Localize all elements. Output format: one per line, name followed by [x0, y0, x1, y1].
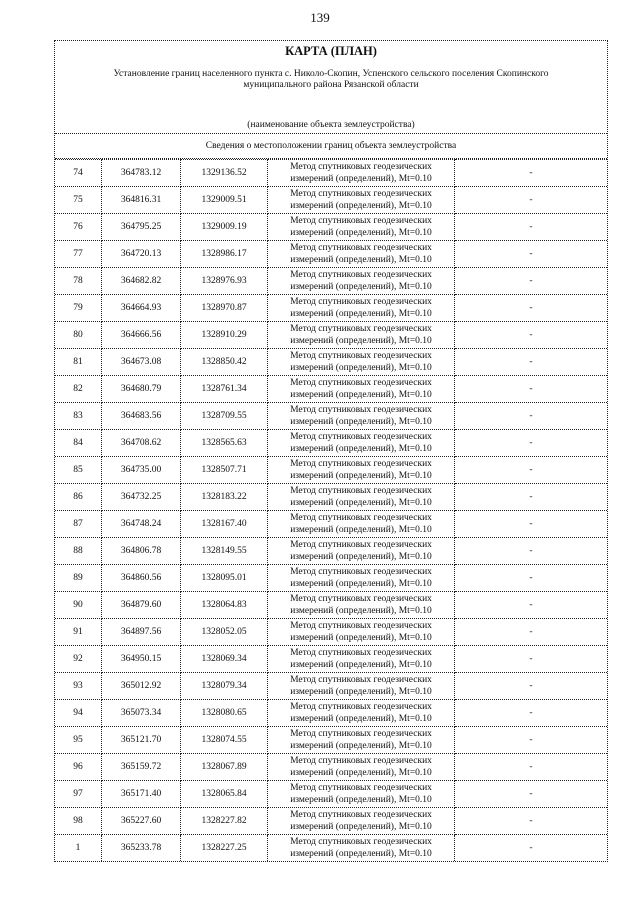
method-description	[268, 295, 455, 322]
method-line-2: измерений (определений), Mt=0.10	[290, 228, 432, 238]
coordinate-x: 364897.56	[102, 619, 181, 646]
coordinate-y: 1328079.34	[181, 673, 268, 700]
method-line-1: Метод спутниковых геодезических	[290, 783, 432, 793]
point-description: -	[455, 835, 608, 862]
method-description	[268, 808, 455, 835]
point-description: -	[455, 781, 608, 808]
coordinates-table	[55, 159, 607, 861]
table-row	[55, 241, 607, 268]
method-line-1: Метод спутниковых геодезических	[290, 540, 432, 550]
coordinate-y: 1328183.22	[181, 484, 268, 511]
point-number: 98	[55, 808, 102, 835]
table-row	[55, 700, 607, 727]
coordinate-y: 1328064.83	[181, 592, 268, 619]
coordinate-x: 364680.79	[102, 376, 181, 403]
point-number: 77	[55, 241, 102, 268]
coordinate-x: 364860.56	[102, 565, 181, 592]
method-line-1: Метод спутниковых геодезических	[290, 351, 432, 361]
point-number: 83	[55, 403, 102, 430]
point-number: 85	[55, 457, 102, 484]
method-line-2: измерений (определений), Mt=0.10	[290, 660, 432, 670]
method-line-2: измерений (определений), Mt=0.10	[290, 795, 432, 805]
method-line-2: измерений (определений), Mt=0.10	[290, 417, 432, 427]
point-number: 78	[55, 268, 102, 295]
coordinate-x: 364950.15	[102, 646, 181, 673]
point-description: -	[455, 808, 608, 835]
point-description: -	[455, 403, 608, 430]
point-description: -	[455, 754, 608, 781]
method-line-1: Метод спутниковых геодезических	[290, 594, 432, 604]
point-description: -	[455, 727, 608, 754]
method-line-1: Метод спутниковых геодезических	[290, 621, 432, 631]
table-row	[55, 349, 607, 376]
coordinate-y: 1328507.71	[181, 457, 268, 484]
method-line-2: измерений (определений), Mt=0.10	[290, 849, 432, 859]
coordinate-y: 1329136.52	[181, 160, 268, 187]
table-row	[55, 808, 607, 835]
method-description	[268, 376, 455, 403]
coordinate-x: 365121.70	[102, 727, 181, 754]
point-description: -	[455, 241, 608, 268]
point-description: -	[455, 619, 608, 646]
method-line-2: измерений (определений), Mt=0.10	[290, 363, 432, 373]
point-number: 89	[55, 565, 102, 592]
coordinate-y: 1328761.34	[181, 376, 268, 403]
method-line-2: измерений (определений), Mt=0.10	[290, 822, 432, 832]
point-number: 76	[55, 214, 102, 241]
point-number: 1	[55, 835, 102, 862]
method-description	[268, 430, 455, 457]
coordinate-x: 364664.93	[102, 295, 181, 322]
page-number: 139	[310, 10, 330, 25]
point-number: 87	[55, 511, 102, 538]
point-number: 75	[55, 187, 102, 214]
coordinates-table-body	[55, 160, 607, 862]
coordinate-x: 364682.82	[102, 268, 181, 295]
coordinate-y: 1328095.01	[181, 565, 268, 592]
method-description	[268, 565, 455, 592]
method-line-2: измерений (определений), Mt=0.10	[290, 525, 432, 535]
table-row	[55, 835, 607, 862]
coordinate-y: 1328067.89	[181, 754, 268, 781]
coordinate-y: 1329009.51	[181, 187, 268, 214]
table-row	[55, 619, 607, 646]
coordinate-x: 365171.40	[102, 781, 181, 808]
table-row	[55, 673, 607, 700]
method-description	[268, 673, 455, 700]
point-number: 84	[55, 430, 102, 457]
method-description	[268, 403, 455, 430]
table-row	[55, 511, 607, 538]
coordinate-y: 1328167.40	[181, 511, 268, 538]
coordinate-x: 364783.12	[102, 160, 181, 187]
coordinate-y: 1328976.93	[181, 268, 268, 295]
table-row	[55, 187, 607, 214]
point-description: -	[455, 592, 608, 619]
header-block	[55, 41, 607, 134]
table-row	[55, 322, 607, 349]
method-description	[268, 754, 455, 781]
point-number: 91	[55, 619, 102, 646]
coordinate-x: 365159.72	[102, 754, 181, 781]
coordinate-x: 364708.62	[102, 430, 181, 457]
table-row	[55, 457, 607, 484]
method-line-1: Метод спутниковых геодезических	[290, 837, 432, 847]
coordinate-x: 364683.56	[102, 403, 181, 430]
table-row	[55, 646, 607, 673]
point-description: -	[455, 538, 608, 565]
coordinate-y: 1328565.63	[181, 430, 268, 457]
method-line-1: Метод спутниковых геодезических	[290, 243, 432, 253]
method-line-1: Метод спутниковых геодезических	[290, 459, 432, 469]
method-description	[268, 241, 455, 268]
coordinate-y: 1328970.87	[181, 295, 268, 322]
method-description	[268, 187, 455, 214]
coordinate-x: 364735.00	[102, 457, 181, 484]
coordinate-y: 1328910.29	[181, 322, 268, 349]
table-row	[55, 430, 607, 457]
method-line-1: Метод спутниковых геодезических	[290, 513, 432, 523]
object-caption: (наименование объекта землеустройства)	[247, 120, 415, 130]
point-number: 92	[55, 646, 102, 673]
table-row	[55, 484, 607, 511]
coordinate-y: 1328149.55	[181, 538, 268, 565]
table-row	[55, 754, 607, 781]
coordinate-y: 1328227.82	[181, 808, 268, 835]
table-row	[55, 727, 607, 754]
method-description	[268, 511, 455, 538]
coordinate-x: 364666.56	[102, 322, 181, 349]
coordinate-x: 364720.13	[102, 241, 181, 268]
table-row	[55, 781, 607, 808]
point-number: 82	[55, 376, 102, 403]
coordinate-x: 365012.92	[102, 673, 181, 700]
coordinate-x: 364732.25	[102, 484, 181, 511]
coordinate-y: 1328227.25	[181, 835, 268, 862]
document-frame	[54, 40, 608, 862]
method-line-1: Метод спутниковых геодезических	[290, 702, 432, 712]
method-line-1: Метод спутниковых геодезических	[290, 405, 432, 415]
method-description	[268, 457, 455, 484]
method-line-2: измерений (определений), Mt=0.10	[290, 579, 432, 589]
coordinate-y: 1328986.17	[181, 241, 268, 268]
table-row	[55, 295, 607, 322]
method-line-1: Метод спутниковых геодезических	[290, 648, 432, 658]
point-description: -	[455, 565, 608, 592]
point-number: 93	[55, 673, 102, 700]
document-subtitle: Установление границ населенного пункта с. Николо-Скопин, Успенского сельского поселения Скопинского муниципального района Рязанской области	[113, 69, 549, 90]
point-description: -	[455, 376, 608, 403]
method-description	[268, 214, 455, 241]
method-description	[268, 646, 455, 673]
section-title: Сведения о местоположении границ объекта землеустройства	[55, 134, 607, 159]
coordinate-x: 364816.31	[102, 187, 181, 214]
method-description	[268, 619, 455, 646]
coordinate-x: 364673.08	[102, 349, 181, 376]
method-description	[268, 700, 455, 727]
point-number: 88	[55, 538, 102, 565]
method-line-1: Метод спутниковых геодезических	[290, 162, 432, 172]
point-description: -	[455, 457, 608, 484]
point-description: -	[455, 700, 608, 727]
method-line-1: Метод спутниковых геодезических	[290, 378, 432, 388]
method-description	[268, 781, 455, 808]
method-line-2: измерений (определений), Mt=0.10	[290, 498, 432, 508]
coordinate-x: 365073.34	[102, 700, 181, 727]
point-number: 74	[55, 160, 102, 187]
point-description: -	[455, 349, 608, 376]
table-row	[55, 403, 607, 430]
point-description: -	[455, 646, 608, 673]
method-line-1: Метод спутниковых геодезических	[290, 432, 432, 442]
method-line-1: Метод спутниковых геодезических	[290, 756, 432, 766]
method-line-2: измерений (определений), Mt=0.10	[290, 471, 432, 481]
coordinate-y: 1328074.55	[181, 727, 268, 754]
coordinate-x: 365227.60	[102, 808, 181, 835]
method-line-2: измерений (определений), Mt=0.10	[290, 336, 432, 346]
table-row	[55, 538, 607, 565]
coordinate-x: 364806.78	[102, 538, 181, 565]
method-line-2: измерений (определений), Mt=0.10	[290, 444, 432, 454]
method-line-1: Метод спутниковых геодезических	[290, 486, 432, 496]
point-description: -	[455, 160, 608, 187]
point-description: -	[455, 268, 608, 295]
method-line-1: Метод спутниковых геодезических	[290, 324, 432, 334]
coordinate-y: 1328065.84	[181, 781, 268, 808]
point-number: 97	[55, 781, 102, 808]
table-row	[55, 592, 607, 619]
point-number: 96	[55, 754, 102, 781]
point-description: -	[455, 430, 608, 457]
method-line-1: Метод спутниковых геодезических	[290, 189, 432, 199]
method-line-2: измерений (определений), Mt=0.10	[290, 768, 432, 778]
method-line-2: измерений (определений), Mt=0.10	[290, 633, 432, 643]
point-description: -	[455, 214, 608, 241]
method-line-1: Метод спутниковых геодезических	[290, 216, 432, 226]
point-number: 90	[55, 592, 102, 619]
point-description: -	[455, 673, 608, 700]
method-description	[268, 484, 455, 511]
method-line-2: измерений (определений), Mt=0.10	[290, 309, 432, 319]
document-title: КАРТА (ПЛАН)	[285, 44, 377, 58]
method-line-1: Метод спутниковых геодезических	[290, 297, 432, 307]
coordinate-y: 1329009.19	[181, 214, 268, 241]
method-description	[268, 538, 455, 565]
table-row	[55, 214, 607, 241]
method-line-2: измерений (определений), Mt=0.10	[290, 687, 432, 697]
point-description: -	[455, 295, 608, 322]
point-description: -	[455, 322, 608, 349]
coordinate-y: 1328069.34	[181, 646, 268, 673]
method-line-2: измерений (определений), Mt=0.10	[290, 606, 432, 616]
method-line-2: измерений (определений), Mt=0.10	[290, 255, 432, 265]
method-line-2: измерений (определений), Mt=0.10	[290, 741, 432, 751]
method-line-1: Метод спутниковых геодезических	[290, 810, 432, 820]
method-description	[268, 727, 455, 754]
table-row	[55, 376, 607, 403]
method-line-1: Метод спутниковых геодезических	[290, 567, 432, 577]
method-line-2: измерений (определений), Mt=0.10	[290, 390, 432, 400]
coordinate-x: 364795.25	[102, 214, 181, 241]
point-number: 79	[55, 295, 102, 322]
method-line-2: измерений (определений), Mt=0.10	[290, 552, 432, 562]
point-number: 86	[55, 484, 102, 511]
table-row	[55, 565, 607, 592]
coordinate-x: 365233.78	[102, 835, 181, 862]
point-number: 81	[55, 349, 102, 376]
coordinate-y: 1328080.65	[181, 700, 268, 727]
coordinate-y: 1328052.05	[181, 619, 268, 646]
coordinate-y: 1328709.55	[181, 403, 268, 430]
method-description	[268, 835, 455, 862]
method-description	[268, 349, 455, 376]
method-description	[268, 160, 455, 187]
method-description	[268, 268, 455, 295]
method-description	[268, 322, 455, 349]
point-number: 95	[55, 727, 102, 754]
coordinate-x: 364748.24	[102, 511, 181, 538]
table-row	[55, 268, 607, 295]
method-line-2: измерений (определений), Mt=0.10	[290, 174, 432, 184]
method-description	[268, 592, 455, 619]
coordinate-x: 364879.60	[102, 592, 181, 619]
method-line-2: измерений (определений), Mt=0.10	[290, 282, 432, 292]
method-line-1: Метод спутниковых геодезических	[290, 729, 432, 739]
table-row	[55, 160, 607, 187]
method-line-1: Метод спутниковых геодезических	[290, 675, 432, 685]
method-line-1: Метод спутниковых геодезических	[290, 270, 432, 280]
coordinate-y: 1328850.42	[181, 349, 268, 376]
point-description: -	[455, 187, 608, 214]
point-description: -	[455, 511, 608, 538]
point-description: -	[455, 484, 608, 511]
point-number: 80	[55, 322, 102, 349]
method-line-2: измерений (определений), Mt=0.10	[290, 714, 432, 724]
method-line-2: измерений (определений), Mt=0.10	[290, 201, 432, 211]
point-number: 94	[55, 700, 102, 727]
